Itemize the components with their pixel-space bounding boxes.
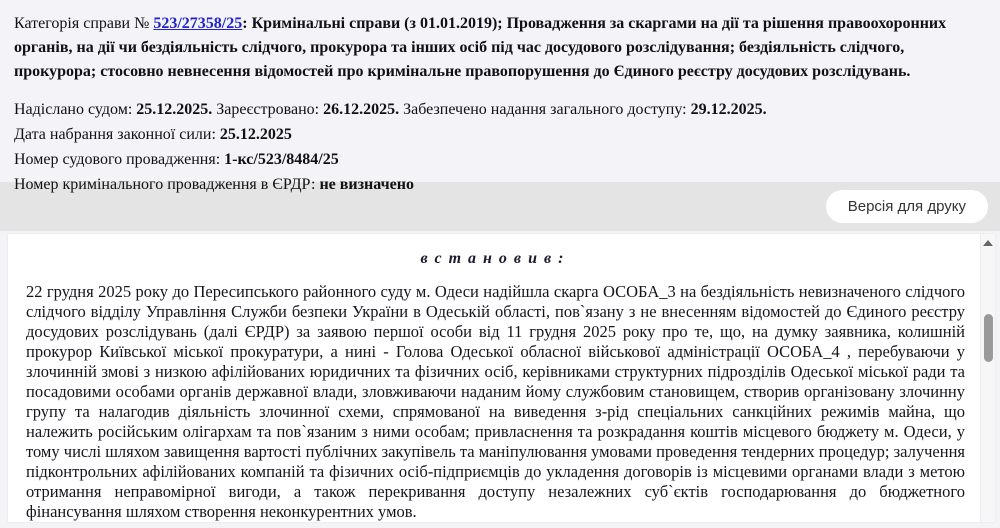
case-metadata-panel: [0, 0, 1000, 193]
category-text: : Кримінальні справи (з 01.01.2019); Провадження за скаргами на дії та рішення правоохоронних органів, на дії чи бездіяльність слідчого, прокурора та інших осіб під час досудового розслідування; бездіяльність слідчого, прокурора; стосовно невнесення відомостей про кримінальне правопорушення до Єдиного реєстру досудових розслідувань.: [14, 15, 947, 80]
document-content: [8, 234, 995, 522]
scrollbar-thumb[interactable]: [984, 314, 993, 362]
access-value: 29.12.2025.: [690, 101, 767, 118]
scroll-up-arrow-icon[interactable]: [983, 240, 993, 246]
registered-label: Зареєстровано:: [212, 101, 324, 118]
proceeding-label: Номер судового провадження:: [14, 151, 225, 168]
dates-line: [14, 97, 986, 122]
registered-value: 26.12.2025.: [323, 101, 400, 118]
legal-force-line: [14, 122, 986, 147]
erdr-value: не визначено: [319, 176, 414, 193]
proceeding-value: 1-кс/523/8484/25: [224, 151, 339, 168]
print-version-button[interactable]: Версія для друку: [826, 190, 988, 223]
ruling-heading: встановив:: [420, 250, 571, 267]
court-proceeding-line: [14, 147, 986, 172]
sent-label: Надіслано судом:: [14, 101, 137, 118]
access-label: Забезпечено надання загального доступу:: [399, 101, 691, 118]
case-number-link[interactable]: 523/27358/25: [153, 15, 243, 32]
category-label: Категорія справи №: [14, 15, 154, 32]
legal-force-value: 25.12.2025: [219, 126, 292, 143]
erdr-label: Номер кримінального провадження в ЄРДР:: [14, 176, 320, 193]
document-scrollbar[interactable]: [980, 234, 995, 522]
document-panel: [8, 234, 995, 522]
document-paragraph: 22 грудня 2025 року до Пересипського районного суду м. Одеси надійшла скарга ОСОБА_3 на бездіяльність невизначеного слідчого слідчого відділу Управління Служби безпеки України в Одеській області, пов`язану з не внесенням відомостей до Єдиного реєстру досудових розслідувань (далі ЄРДР) за заявою першої особи від 11 грудня 2025 року про те, що, на думку заявника, колишній прокурор Київської міської прокуратури, а нині - Голова Одеської обласної військової адміністрації ОСОБА_4 , перебуваючи у злочинній змові з низкою афілійованих юридичних та фізичних осіб, керівниками структурних підрозділів Одеської міської ради та посадовими особами органів державної влади, зловживаючи наданим йому службовим становищем, створив організовану злочинну групу та налагодив діяльність злочинної схеми, спрямованої на виведення з-рід спеціальних санкційних режимів майна, що належить російським олігархам та пов`язаним з ними особам; привласнення та розкрадання коштів місцевого бюджету м. Одеси, у тому числі шляхом завищення вартості публічних закупівель та маніпулювання умовами проведення тендерних процедур; залучення підконтрольних афілійованих компаній та фізичних осіб-підприємців до укладення договорів із місцевими органами влади з метою отримання неправомірної вигоди, а також перекривання доступу незалежних суб`єктів господарювання до бюджетного фінансування шляхом створення неконкурентних умов.: [26, 282, 965, 521]
legal-force-label: Дата набрання законної сили:: [14, 126, 220, 143]
sent-value: 25.12.2025.: [136, 101, 213, 118]
case-category-line: [14, 12, 986, 84]
